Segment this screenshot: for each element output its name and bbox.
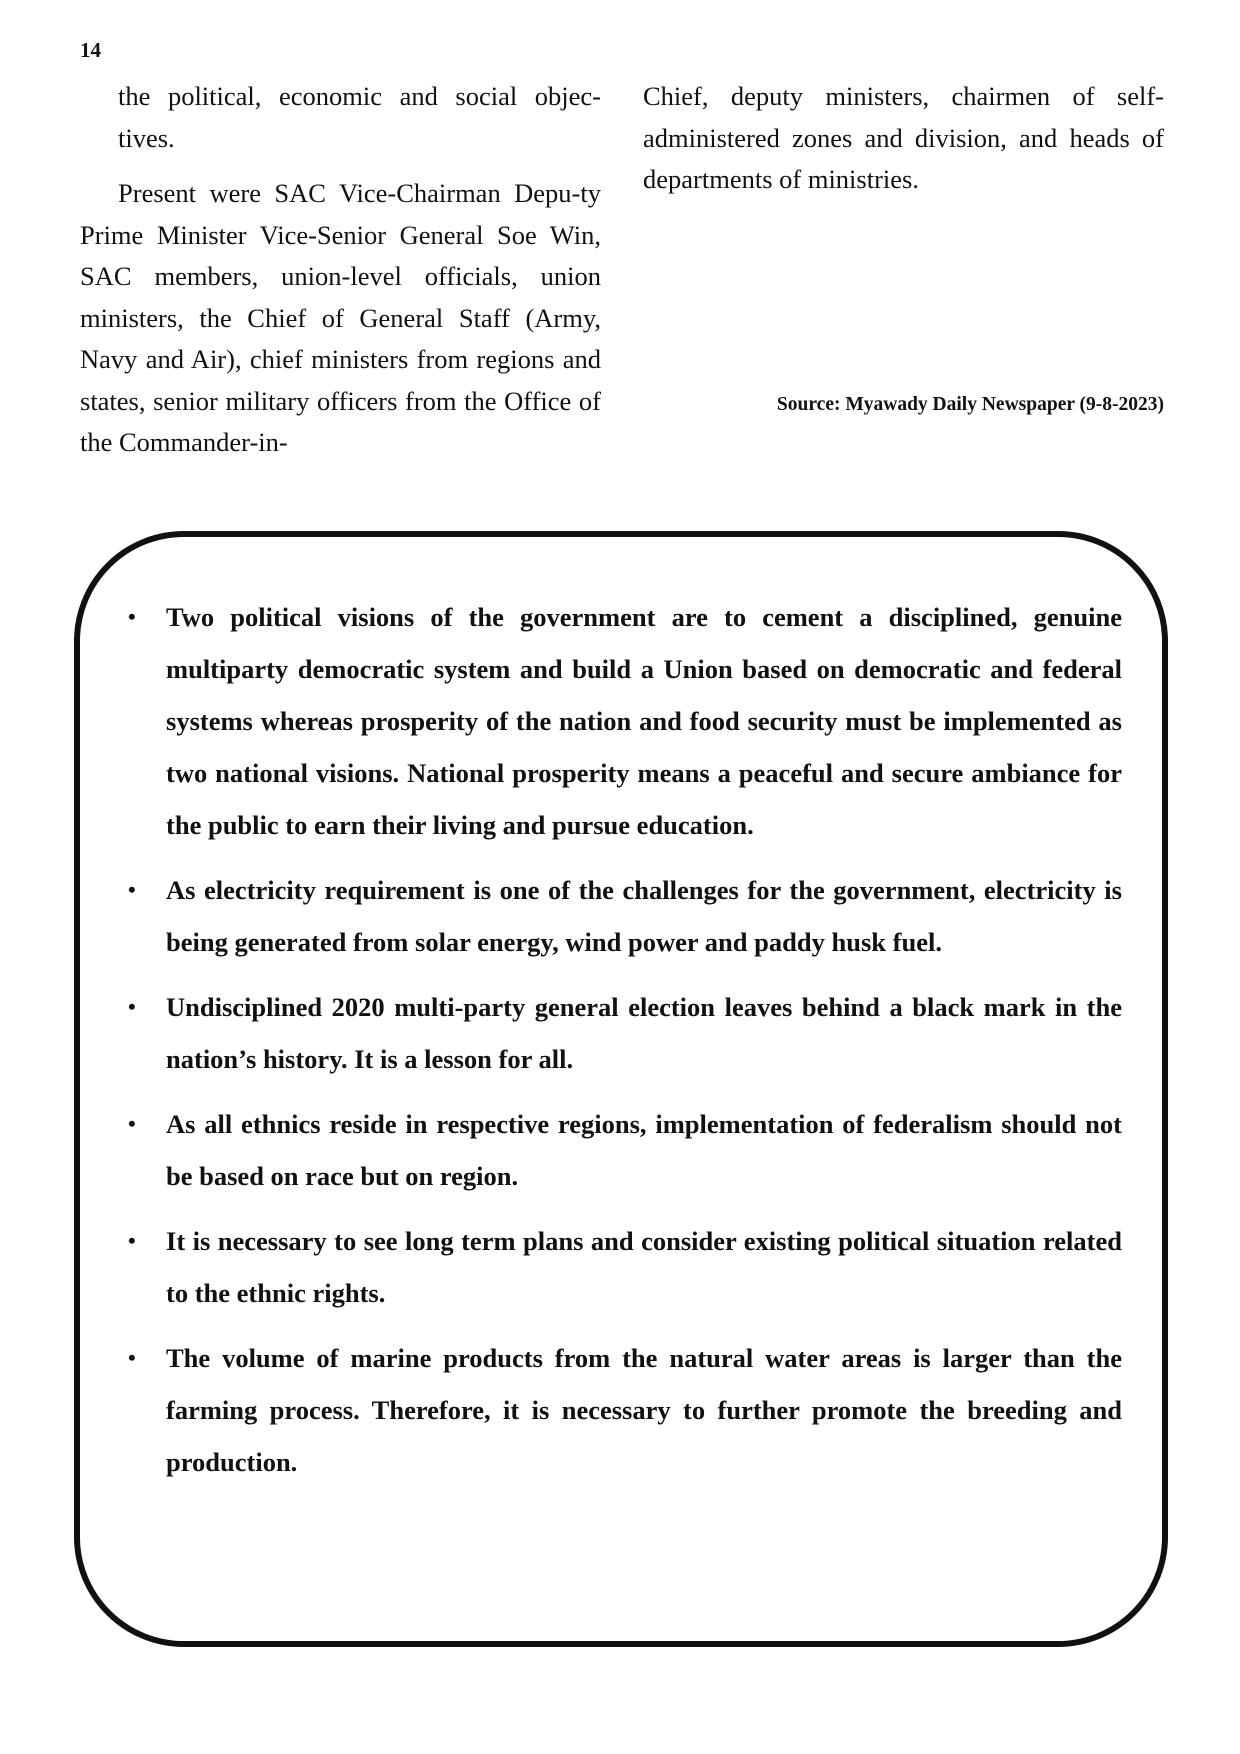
- right-column-paragraph: Chief, deputy ministers, chairmen of self-administered zones and division, and heads of departments of ministries.: [643, 81, 1164, 194]
- bullet-icon: •: [128, 1345, 136, 1370]
- left-column-fragment: the political, economic and social objec-tives.: [118, 81, 601, 153]
- list-item-text: It is necessary to see long term plans and consider existing political situation related to the ethnic rights.: [166, 1226, 1122, 1308]
- right-column: [643, 76, 1164, 201]
- list-item: [122, 981, 1122, 1085]
- list-item: [122, 591, 1122, 851]
- left-column: [80, 76, 601, 464]
- list-item: [122, 1098, 1122, 1202]
- bullet-icon: •: [128, 994, 136, 1019]
- bullet-icon: •: [128, 877, 136, 902]
- list-item-text: Undisciplined 2020 multi-party general election leaves behind a black mark in the nation’s history. It is a lesson for all.: [166, 992, 1122, 1074]
- bullet-icon: •: [128, 1228, 136, 1253]
- source-citation: Source: Myawady Daily Newspaper (9-8-2023): [776, 394, 1164, 415]
- list-item: [122, 1332, 1122, 1488]
- left-column-paragraph: Present were SAC Vice-Chairman Depu-ty Prime Minister Vice-Senior General Soe Win, SAC members, union-level officials, union ministers, the Chief of General Staff (Army, Navy and Air), chief ministers from regions and states, senior military officers from the Office of the Commander-in-: [80, 178, 601, 457]
- page-number: 14: [80, 38, 101, 62]
- bullet-icon: •: [128, 604, 136, 629]
- bullet-icon: •: [128, 1111, 136, 1136]
- key-points-list: [122, 591, 1122, 1501]
- list-item-text: As all ethnics reside in respective regions, implementation of federalism should not be based on race but on region.: [166, 1109, 1122, 1191]
- list-item-text: The volume of marine products from the natural water areas is larger than the farming process. Therefore, it is necessary to further promote the breeding and production.: [166, 1343, 1122, 1477]
- key-points-box: [74, 531, 1168, 1647]
- list-item-text: Two political visions of the government are to cement a disciplined, genuine multiparty democratic system and build a Union based on democratic and federal systems whereas prosperity of the nation and food security must be implemented as two national visions. National prosperity means a peaceful and secure ambiance for the public to earn their living and pursue education.: [166, 602, 1122, 840]
- list-item-text: As electricity requirement is one of the challenges for the government, electricity is being generated from solar energy, wind power and paddy husk fuel.: [166, 875, 1122, 957]
- list-item: [122, 1215, 1122, 1319]
- list-item: [122, 864, 1122, 968]
